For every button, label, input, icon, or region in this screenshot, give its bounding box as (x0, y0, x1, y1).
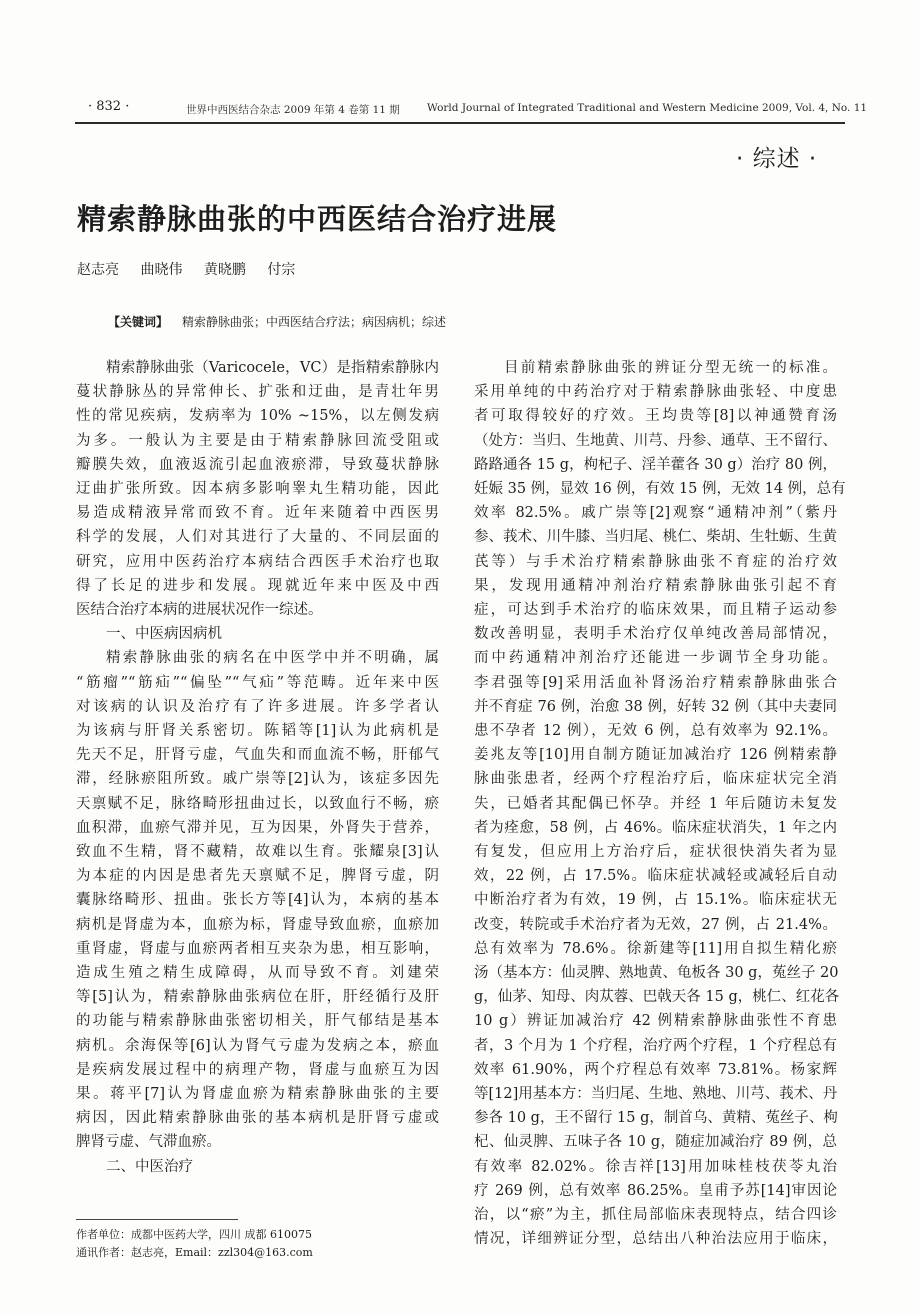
text-line: 有复发，但应用上方治疗后，症状很快消失者为显 (474, 844, 837, 860)
text-line: （处方：当归、生地黄、川芎、丹参、通草、王不留行、 (474, 432, 837, 449)
text-line: 病机是肾虚为本，血瘀为标，肾虚导致血瘀，血瘀加 (76, 916, 439, 933)
text-line: 一、中医病因病机 (106, 626, 222, 643)
text-line: 疗 269 例，总有效率 86.25%。皇甫予苏[14]审因论 (474, 1182, 837, 1199)
text-line: 总有效率为 78.6%。徐新建等[11]用自拟生精化瘀 (474, 940, 837, 957)
section-tag: · 综述 · (736, 146, 818, 172)
text-line: 参各 10 g，王不留行 15 g，制首乌、黄精、菟丝子、枸 (474, 1110, 838, 1127)
author-name: 黄晓鹏 (203, 262, 246, 278)
text-line: 为该病与肝肾关系密切。陈韬等[1]认为此病机是 (76, 723, 439, 739)
text-line: 采用单纯的中药治疗对于精索静脉曲张轻、中度患 (474, 384, 837, 401)
text-line: 者，3 个月为 1 个疗程，治疗两个疗程，1 个疗程总有 (474, 1037, 837, 1054)
text-line: 性的常见疾病，发病率为 10% ~15%，以左侧发病 (76, 408, 439, 425)
author-name: 曲晓伟 (140, 262, 183, 278)
text-line: 10 g）辨证加减治疗 42 例精索静脉曲张性不育患 (474, 1013, 837, 1030)
text-line: 等[5]认为，精索静脉曲张病位在肝，肝经循行及肝 (76, 989, 439, 1006)
author-affiliation: 作者单位：成都中医药大学，四川 成都 610075 (76, 1228, 312, 1241)
text-line: 脾肾亏虚、气滞血瘀。 (76, 1134, 221, 1151)
text-line: 者为痊愈，58 例，占 46%。临床症状消失，1 年之内 (474, 819, 837, 836)
text-line: 症，可达到手术治疗的临床效果，而且精子运动参 (474, 602, 837, 618)
text-line: 病机。余海保等[6]认为肾气亏虚为发病之本，瘀血 (76, 1037, 439, 1054)
text-line: 脉曲张患者，经两个疗程治疗后，临床症状完全消 (474, 771, 837, 788)
text-line: 姜兆友等[10]用自制方随证加减治疗 126 例精索静 (474, 747, 837, 764)
text-line: 造成生殖之精生成障碍，从而导致不育。刘建荣 (76, 965, 439, 981)
text-line: 改变，转院或手术治疗者为无效，27 例，占 21.4%。 (474, 916, 837, 933)
text-line: g，仙茅、知母、肉苁蓉、巴戟天各 15 g，桃仁、红花各 (474, 989, 840, 1006)
keywords-text: 精索静脉曲张；中西医结合疗法；病因病机；综述 (182, 315, 447, 329)
text-line: 者可取得较好的疗效。王均贵等[8]以神通赞育汤 (474, 408, 837, 425)
text-line: 血积滞，血瘀气滞并见，互为因果，外肾失于营养， (76, 819, 439, 836)
text-line: 得了长足的进步和发展。现就近年来中医及中西 (76, 577, 439, 594)
keywords-label: 【关键词】 (108, 315, 169, 329)
text-line: 杞、仙灵脾、五味子各 10 g，随症加减治疗 89 例，总 (474, 1134, 837, 1151)
text-line: 并不育症 76 例，治愈 38 例，好转 32 例（其中夫妻同 (474, 698, 837, 715)
text-line: 情况，详细辨证分型，总结出八种治法应用于临床， (474, 1231, 837, 1248)
text-line: 效率 82.5%。戚广崇等[2]观察“通精冲剂”（紫丹 (474, 505, 837, 522)
keywords (108, 313, 446, 330)
text-line: 是疾病发展过程中的病理产物，肾虚与血瘀互为因 (76, 1061, 439, 1078)
text-line: 果，发现用通精冲剂治疗精索静脉曲张引起不育 (474, 577, 837, 594)
text-line: 精索静脉曲张的病名在中医学中并不明确，属 (106, 650, 439, 667)
text-line: 易造成精液异常而致不育。近年来随着中西医男 (76, 505, 439, 522)
text-line: 致血不生精，肾不藏精，故难以生育。张耀泉[3]认 (76, 844, 439, 860)
text-line: 为本症的内因是患者先天禀赋不足，脾肾亏虚，阴 (76, 868, 439, 885)
text-line: 而中药通精冲剂治疗还能进一步调节全身功能。 (474, 650, 837, 667)
text-line: 失，已婚者其配偶已怀孕。并经 1 年后随访未复发 (474, 795, 837, 812)
text-line: 有效率 82.02%。徐吉祥[13]用加味桂枝茯苓丸治 (474, 1158, 837, 1175)
text-line: 患不孕者 12 例），无效 6 例，总有效率为 92.1%。 (474, 723, 837, 739)
text-line: 中断治疗者为有效，19 例，占 15.1%。临床症状无 (474, 892, 837, 909)
text-line: 二、中医治疗 (106, 1158, 193, 1175)
journal-title-cn: 世界中西医结合杂志 2009 年第 4 卷第 11 期 (186, 104, 400, 116)
text-line: 迂曲扩张所致。因本病多影响睾丸生精功能，因此 (76, 481, 439, 497)
text-line: 汤（基本方：仙灵脾、熟地黄、龟板各 30 g，菟丝子 20 (474, 965, 839, 981)
text-line: 为多。一般认为主要是由于精索静脉回流受阻或 (76, 432, 439, 449)
text-line: 果。蒋平[7]认为肾虚血瘀为精索静脉曲张的主要 (76, 1086, 439, 1102)
text-line: 芪等）与手术治疗精索静脉曲张不育症的治疗效 (474, 553, 837, 570)
text-line: 数改善明显，表明手术治疗仅单纯改善局部情况， (474, 626, 837, 643)
text-line: 等[12]用基本方：当归尾、生地、熟地、川芎、莪术、丹 (474, 1086, 838, 1102)
author-name: 赵志亮 (77, 262, 119, 278)
text-line: 科学的发展，人们对其进行了大量的、不同层面的 (76, 529, 439, 546)
text-line: 效，22 例，占 17.5%。临床症状减轻或减轻后自动 (474, 868, 837, 885)
journal-title-en: World Journal of Integrated Traditional and Western Medicine 2009, Vol. 4, No. 11 (427, 102, 868, 114)
text-line: 研究，应用中医药治疗本病结合西医手术治疗也取 (76, 553, 439, 570)
text-line: 目前精索静脉曲张的辨证分型无统一的标准。 (504, 360, 837, 376)
header-rule (75, 122, 845, 124)
text-line: “筋瘤”“筋疝”“偏坠”“气疝”等范畴。近年来中医 (76, 674, 439, 691)
text-line: 治，以“瘀”为主，抓住局部临床表现特点，结合四诊 (474, 1207, 837, 1223)
text-line: 妊娠 35 例，显效 16 例，有效 15 例，无效 14 例，总有 (474, 481, 846, 497)
text-line: 参、莪术、川牛膝、当归尾、桃仁、柴胡、生牡蛎、生黄 (474, 529, 837, 546)
text-line: 病因，因此精索静脉曲张的基本病机是肝肾亏虚或 (76, 1110, 439, 1127)
author-list (77, 259, 312, 279)
text-line: 重肾虚，肾虚与血瘀两者相互夹杂为患，相互影响， (76, 940, 439, 957)
text-line: 蔓状静脉丛的异常伸长、扩张和迂曲，是青壮年男 (76, 384, 439, 401)
text-line: 效率 61.90%，两个疗程总有效率 73.81%。杨家辉 (474, 1061, 837, 1078)
article-title: 精索静脉曲张的中西医结合治疗进展 (77, 202, 558, 236)
page-number: · 832 · (88, 99, 130, 114)
text-line: 医结合治疗本病的进展状况作一综述。 (76, 602, 323, 618)
author-name: 付宗 (267, 262, 296, 278)
footnote-rule (76, 1219, 238, 1220)
text-line: 李君强等[9]采用活血补肾汤治疗精索静脉曲张合 (474, 674, 837, 691)
text-line: 路路通各 15 g，枸杞子、淫羊藿各 30 g）治疗 80 例， (474, 456, 837, 473)
text-line: 的功能与精索静脉曲张密切相关，肝气郁结是基本 (76, 1013, 439, 1030)
text-line: 滞，经脉瘀阻所致。戚广崇等[2]认为，该症多因先 (76, 771, 439, 788)
text-line: 天禀赋不足，脉络畸形扭曲过长，以致血行不畅，瘀 (76, 795, 439, 812)
text-line: 先天不足，肝肾亏虚，气血失和而血流不畅，肝郁气 (76, 747, 439, 764)
text-line: 瓣膜失效，血液返流引起血液瘀滞，导致蔓状静脉 (76, 456, 439, 473)
text-line: 囊脉络畸形、扭曲。张长方等[4]认为，本病的基本 (76, 892, 439, 909)
text-line: 对该病的认识及治疗有了许多进展。许多学者认 (76, 698, 439, 715)
corresponding-author: 通讯作者：赵志亮，Email：zzl304@163.com (76, 1246, 313, 1259)
text-line: 精索静脉曲张（Varicocele，VC）是指精索静脉内 (106, 360, 439, 376)
